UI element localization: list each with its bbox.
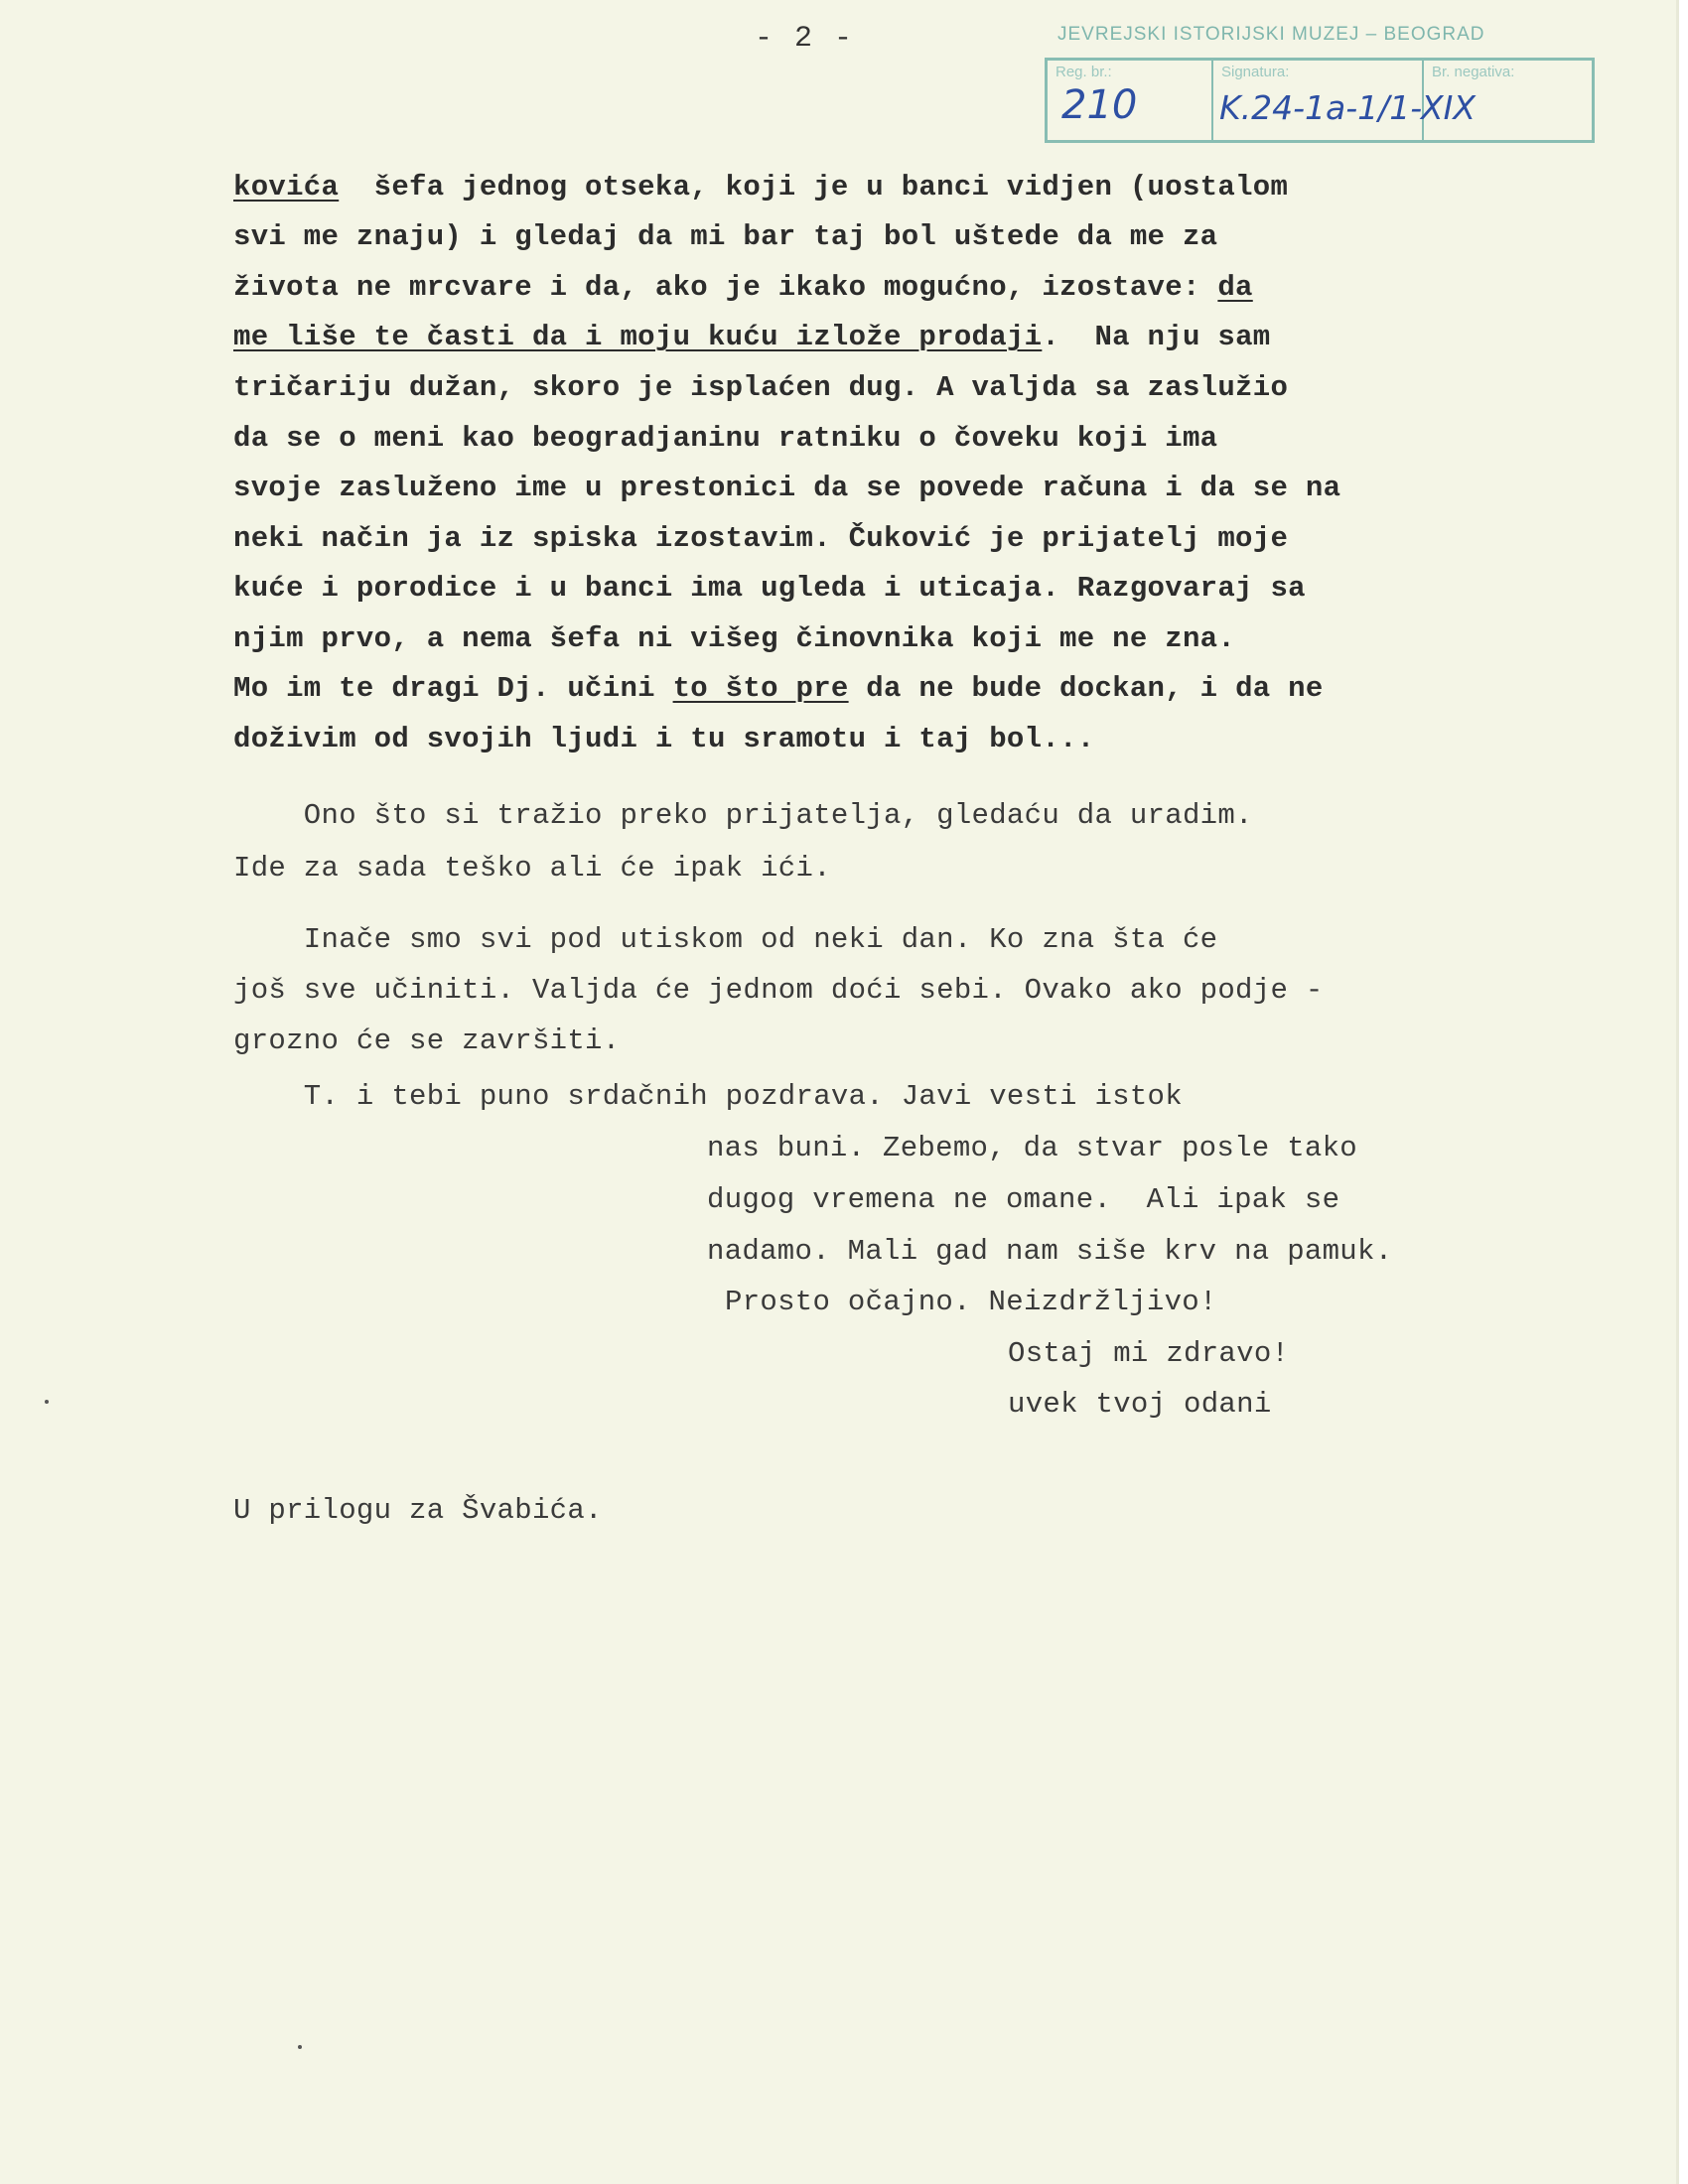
typed-line <box>233 1494 603 1527</box>
line-text: Ostaj mi zdravo! <box>1008 1337 1290 1370</box>
typed-line <box>233 171 1288 204</box>
typed-line <box>233 220 1217 253</box>
typed-line <box>233 672 1324 705</box>
typed-line <box>707 1132 1357 1164</box>
stamp-reg-value: 210 <box>1061 82 1138 128</box>
typed-line <box>233 321 1270 353</box>
typed-line <box>707 1235 1392 1268</box>
typed-line <box>233 1024 620 1057</box>
typed-line <box>707 1183 1339 1216</box>
line-text: njim prvo, a nema šefa ni višeg činovnika koji me ne zna. <box>233 622 1236 655</box>
underlined-text: da <box>1217 271 1253 304</box>
line-text: . Na nju sam <box>1042 321 1271 353</box>
typed-line <box>233 422 1217 455</box>
line-text: Mo im te dragi Dj. učini <box>233 672 673 705</box>
paper-speck <box>298 2045 302 2049</box>
line-text: da ne bude dockan, i da ne <box>848 672 1324 705</box>
archive-stamp <box>1045 58 1595 143</box>
typed-line <box>233 522 1288 555</box>
stamp-reg-label: Reg. br.: <box>1055 64 1112 80</box>
line-text: neki način ja iz spiska izostavim. Čuković je prijatelj moje <box>233 522 1289 555</box>
typed-line <box>233 723 1094 755</box>
line-text: nas buni. Zebemo, da stvar posle tako <box>707 1132 1358 1164</box>
stamp-reg-cell <box>1048 61 1213 140</box>
typed-line <box>233 572 1306 605</box>
line-text: tričariju dužan, skoro je isplaćen dug. A valjda sa zaslužio <box>233 371 1289 404</box>
line-text: dugog vremena ne omane. Ali ipak se <box>707 1183 1340 1216</box>
page-number: - 2 - <box>754 22 854 56</box>
line-text: nadamo. Mali gad nam siše krv na pamuk. <box>707 1235 1393 1268</box>
stamp-negative-label: Br. negativa: <box>1432 64 1515 80</box>
stamp-signature-label: Signatura: <box>1221 64 1290 80</box>
line-text: da se o meni kao beogradjaninu ratniku o čoveku koji ima <box>233 422 1218 455</box>
underlined-text: to što pre <box>672 672 849 705</box>
typed-line <box>233 271 1253 304</box>
typed-line <box>233 974 1324 1007</box>
typed-line <box>233 1080 1183 1113</box>
line-text: Ono što si tražio preko prijatelja, gledaću da uradim. <box>233 799 1253 832</box>
line-text: svoje zasluženo ime u prestonici da se povede računa i da se na <box>233 472 1341 504</box>
typed-line <box>233 799 1253 832</box>
line-text: Ide za sada teško ali će ipak ići. <box>233 852 831 885</box>
stamp-signature-value: K.24-1a-1/1-XIX <box>1219 88 1476 127</box>
typed-line <box>1008 1388 1272 1421</box>
underlined-text: me liše te časti da i moju kuću izlože prodaji <box>233 321 1043 353</box>
line-text: života ne mrcvare i da, ako je ikako mogućno, izostave: <box>233 271 1218 304</box>
line-text: grozno će se završiti. <box>233 1024 621 1057</box>
typed-line <box>233 923 1217 956</box>
typed-line <box>233 852 831 885</box>
typed-line <box>233 371 1288 404</box>
typed-line <box>233 622 1235 655</box>
line-text: doživim od svojih ljudi i tu sramotu i taj bol... <box>233 723 1095 755</box>
stamp-negative-cell <box>1424 61 1592 140</box>
line-text: uvek tvoj odani <box>1008 1388 1272 1421</box>
line-text: svi me znaju) i gledaj da mi bar taj bol uštede da me za <box>233 220 1218 253</box>
line-text: šefa jednog otseka, koji je u banci vidjen (uostalom <box>339 171 1289 204</box>
museum-stamp-title: JEVREJSKI ISTORIJSKI MUZEJ – BEOGRAD <box>1057 24 1485 45</box>
typed-line <box>1008 1337 1289 1370</box>
line-text: U prilogu za Švabića. <box>233 1494 603 1527</box>
line-text: Inače smo svi pod utiskom od neki dan. Ko zna šta će <box>233 923 1218 956</box>
typed-line <box>233 472 1340 504</box>
line-text: još sve učiniti. Valjda će jednom doći sebi. Ovako ako podje - <box>233 974 1324 1007</box>
line-text: T. i tebi puno srdačnih pozdrava. Javi vesti istok <box>233 1080 1183 1113</box>
underlined-text: kovića <box>233 171 340 204</box>
paper-speck <box>45 1400 49 1404</box>
line-text: kuće i porodice i u banci ima ugleda i uticaja. Razgovaraj sa <box>233 572 1306 605</box>
typed-line <box>725 1286 1217 1318</box>
line-text: Prosto očajno. Neizdržljivo! <box>725 1286 1217 1318</box>
